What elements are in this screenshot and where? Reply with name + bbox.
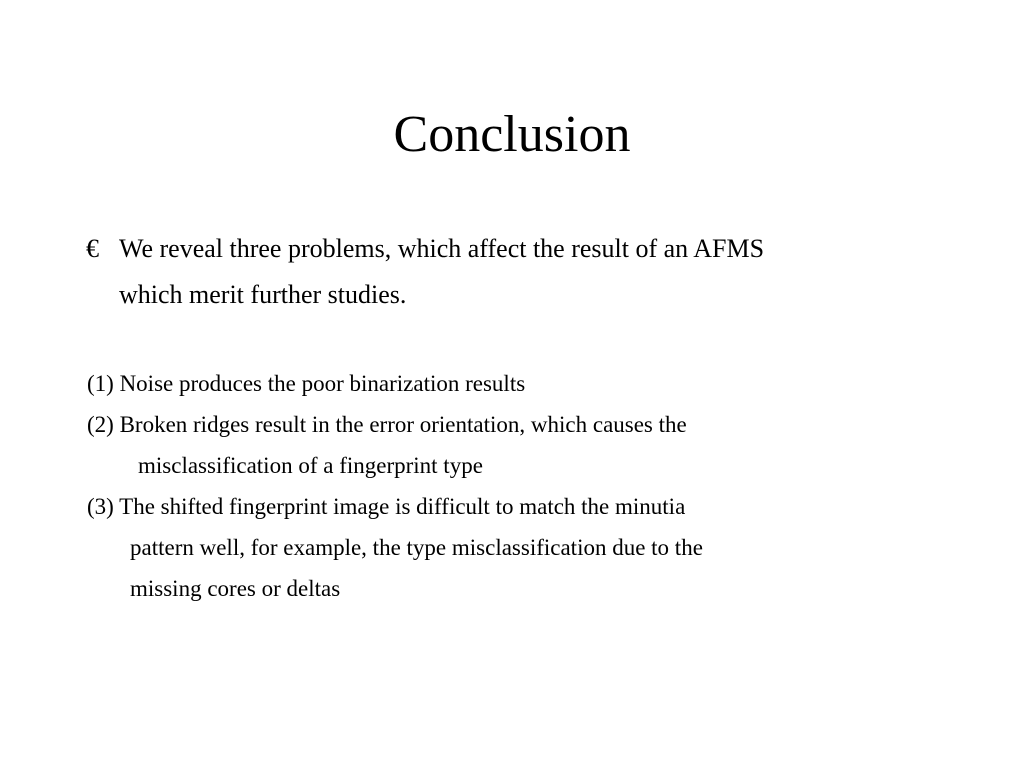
item-2-line-2: misclassification of a fingerprint type	[138, 453, 483, 478]
slide-title: Conclusion	[393, 106, 631, 163]
item-3-line-1: (3) The shifted fingerprint image is difficult to match the minutia	[87, 494, 686, 519]
item-1-line-1: (1) Noise produces the poor binarization results	[87, 371, 526, 396]
item-3-line-2: pattern well, for example, the type misclassification due to the	[130, 535, 703, 560]
item-2-line-1: (2) Broken ridges result in the error orientation, which causes the	[87, 412, 687, 437]
bullet-text-line-2: which merit further studies.	[119, 280, 407, 309]
bullet-glyph: €	[86, 234, 99, 263]
item-3-line-3: missing cores or deltas	[130, 576, 341, 601]
bullet-text-line-1: We reveal three problems, which affect the result of an AFMS	[119, 234, 765, 263]
